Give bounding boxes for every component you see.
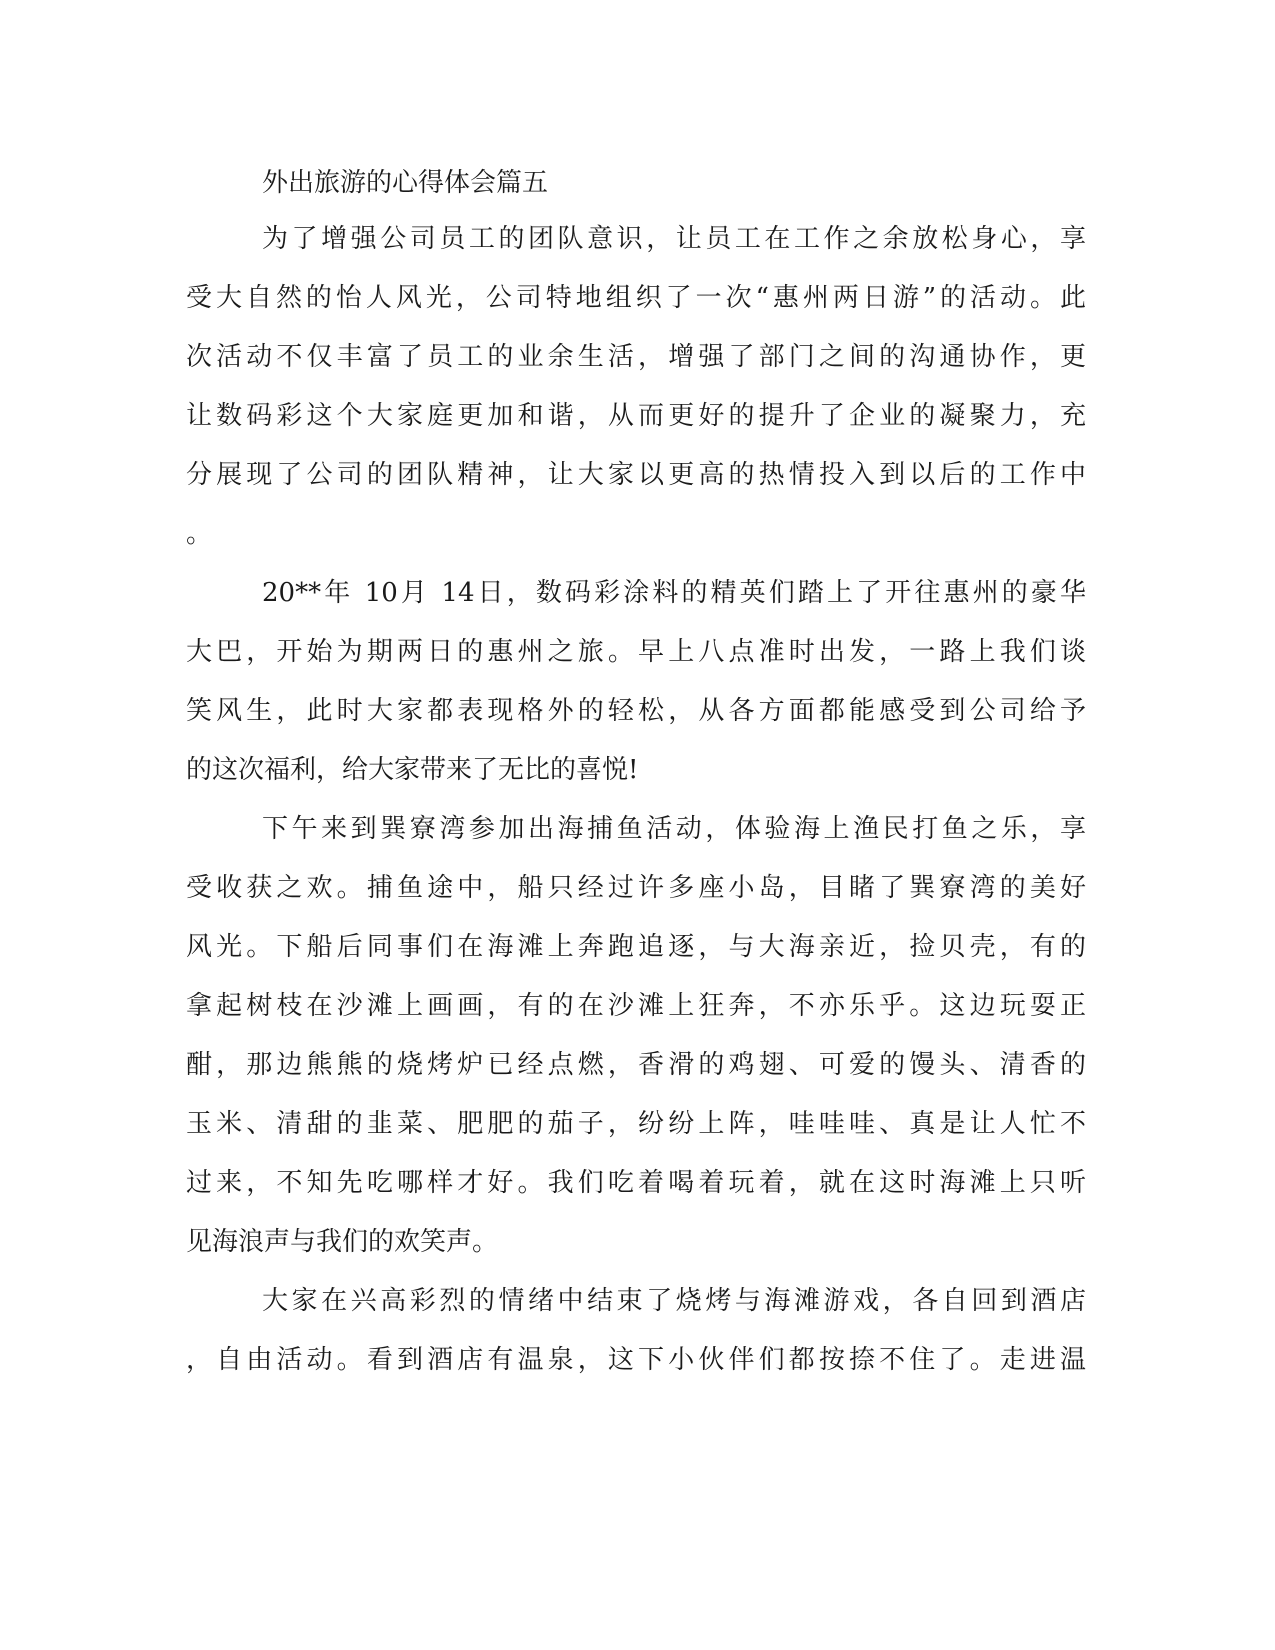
paragraph-line: 为了增强公司员工的团队意识，让员工在工作之余放松身心，享: [262, 224, 1086, 254]
paragraph-line: 大家在兴高彩烈的情绪中结束了烧烤与海滩游戏，各自回到酒店: [262, 1286, 1086, 1316]
paragraph-line: 玉米、清甜的韭菜、肥肥的茄子，纷纷上阵，哇哇哇、真是让人忙不: [186, 1109, 1086, 1139]
paragraph-line: 受收获之欢。捕鱼途中，船只经过许多座小岛，目睹了巽寮湾的美好: [186, 873, 1086, 903]
paragraph-line: 见海浪声与我们的欢笑声。: [186, 1227, 499, 1257]
paragraph-line: 风光。下船后同事们在海滩上奔跑追逐，与大海亲近，捡贝壳，有的: [186, 932, 1086, 962]
paragraph-line: 20**年 10月 14日，数码彩涂料的精英们踏上了开往惠州的豪华: [262, 578, 1086, 608]
paragraph-line: 受大自然的怡人风光，公司特地组织了一次“惠州两日游”的活动。此: [186, 283, 1086, 313]
paragraph-line: 拿起树枝在沙滩上画画，有的在沙滩上狂奔，不亦乐乎。这边玩耍正: [186, 991, 1086, 1021]
paragraph-line: 。: [186, 519, 213, 549]
paragraph-line: 分展现了公司的团队精神，让大家以更高的热情投入到以后的工作中: [186, 460, 1086, 490]
paragraph-line: 过来，不知先吃哪样才好。我们吃着喝着玩着，就在这时海滩上只听: [186, 1168, 1086, 1198]
paragraph-line: 的这次福利，给大家带来了无比的喜悦!: [186, 755, 639, 785]
paragraph-line: 大巴，开始为期两日的惠州之旅。早上八点准时出发，一路上我们谈: [186, 637, 1086, 667]
paragraph-line: 笑风生，此时大家都表现格外的轻松，从各方面都能感受到公司给予: [186, 696, 1086, 726]
paragraph-line: 让数码彩这个大家庭更加和谐，从而更好的提升了企业的凝聚力，充: [186, 401, 1086, 431]
paragraph-line: 酣，那边熊熊的烧烤炉已经点燃，香滑的鸡翅、可爱的馒头、清香的: [186, 1050, 1086, 1080]
paragraph-line: ，自由活动。看到酒店有温泉，这下小伙伴们都按捺不住了。走进温: [186, 1345, 1086, 1375]
paragraph-line: 下午来到巽寮湾参加出海捕鱼活动，体验海上渔民打鱼之乐，享: [262, 814, 1086, 844]
paragraph-line: 次活动不仅丰富了员工的业余生活，增强了部门之间的沟通协作，更: [186, 342, 1086, 372]
document-heading: 外出旅游的心得体会篇五: [262, 168, 549, 198]
